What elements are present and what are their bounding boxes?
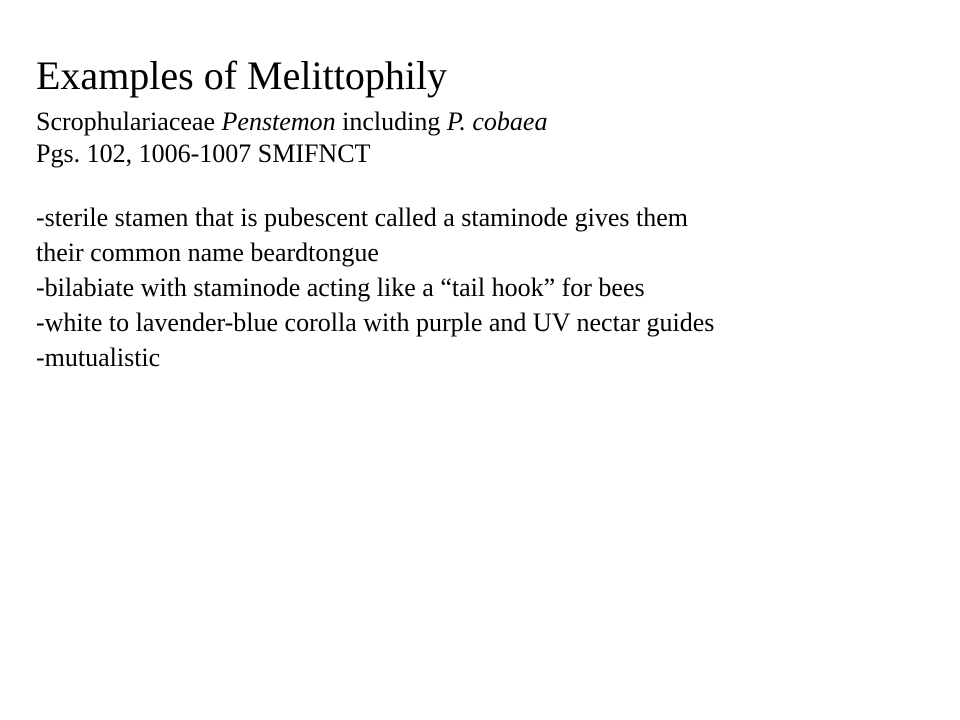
bullet-line-5: -mutualistic [36,343,161,372]
species-name: P. cobaea [446,107,548,136]
bullet-line-1: -sterile stamen that is pubescent called a staminode gives them [36,203,688,232]
slide-content [36,50,936,374]
bullet-line-3: -bilabiate with staminode acting like a “tail hook” for bees [36,273,645,302]
taxonomy-line [36,106,936,138]
bullet-line-2: their common name beardtongue [36,238,379,267]
genus-name: Penstemon [221,107,336,136]
bullet-line-4: -white to lavender-blue corolla with purple and UV nectar guides [36,308,715,337]
connector-text: including [342,107,441,136]
blank-line [36,170,936,202]
page-reference: Pgs. 102, 1006-1007 SMIFNCT [36,139,371,168]
family-name: Scrophulariaceae [36,107,216,136]
slide-title: Examples of Melittophily [36,53,448,98]
